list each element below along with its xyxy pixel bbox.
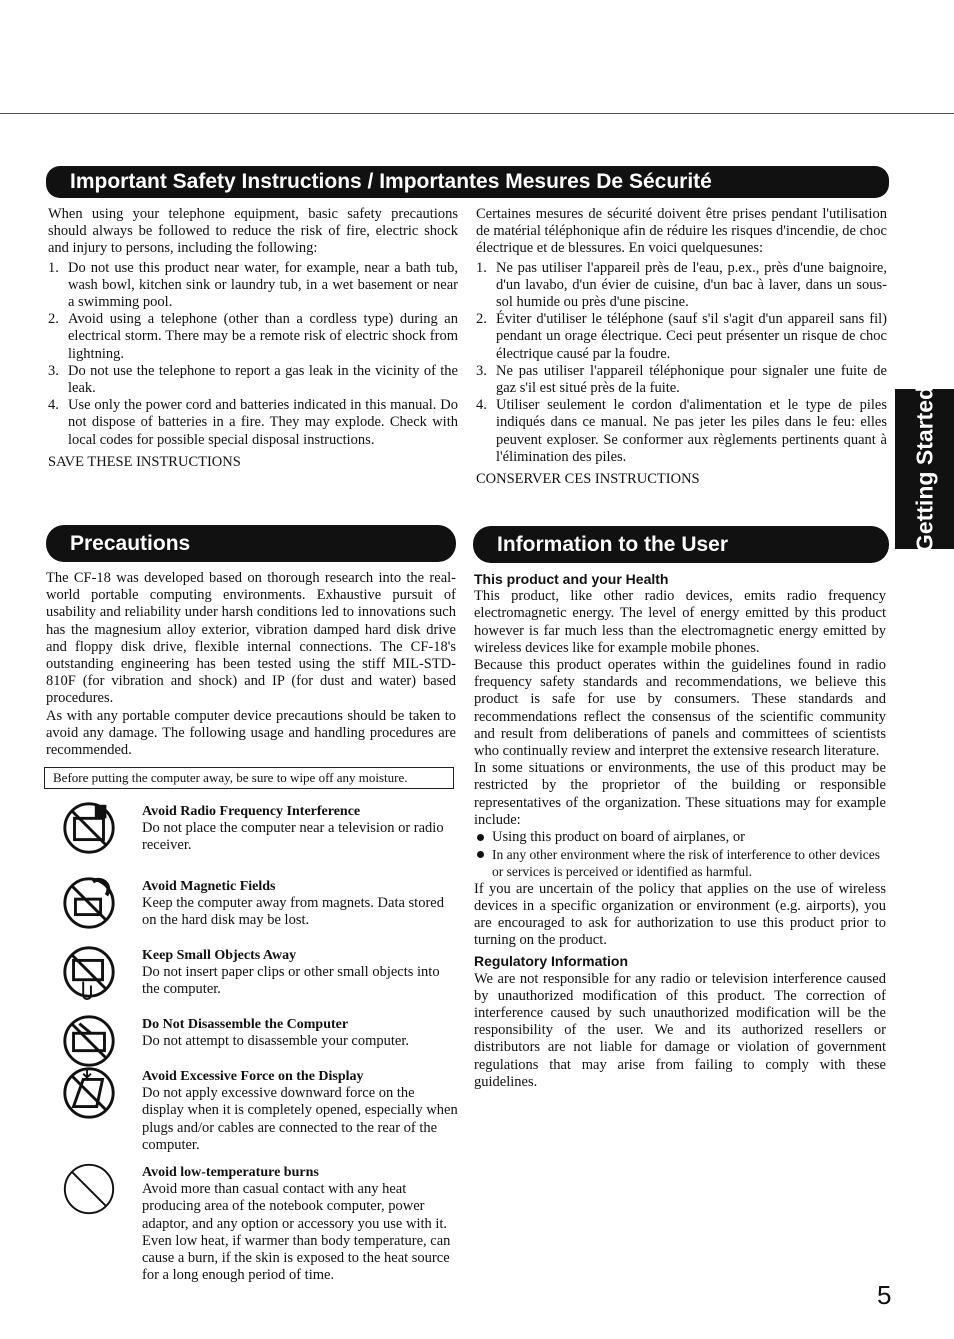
list-item: In any other environment where the risk of interference to other devices or services is perceived or identified as harmful. (474, 846, 886, 880)
precautions-body (46, 570, 456, 759)
safety-list-fr (476, 260, 887, 466)
no-paperclip-icon (60, 943, 118, 1001)
health-para-4: If you are uncertain of the policy that applies on the use of wireless devices in a specific organization or environment (e.g. airports), you are encouraged to ask for authorization to use this product prior to turning on the product. (474, 880, 886, 949)
item-title: Keep Small Objects Away (142, 948, 297, 963)
list-item: 4. Utiliser seulement le cordon d'alimentation et le type de piles indiqués dans ce manual. Ne pas jeter les piles dans le feu: elles peuvent exploser. Se conformer aux règlements pertinents quant à l'élimination des piles. (476, 397, 887, 465)
list-item: 1. Do not use this product near water, for example, near a bath tub, wash bowl, kitchen sink or laundry tub, in a wet basement or near a swimming pool. (48, 259, 458, 311)
regulatory-heading: Regulatory Information (474, 953, 629, 970)
no-heat-icon (60, 1160, 118, 1218)
list-item: Using this product on board of airplanes, or (474, 829, 886, 846)
moisture-notice: Before putting the computer away, be sure to wipe off any moisture. (44, 767, 454, 789)
item-text: Avoid more than casual contact with any heat producing area of the notebook computer, power adaptor, and any option or accessory you use with it. Even low heat, if warmer than body temperature, can cause a burn, if the skin is exposed to the heat source for a long enough period of time. (142, 1181, 451, 1284)
page-number: 5 (877, 1280, 892, 1310)
health-heading: This product and your Health (474, 571, 669, 587)
health-para-2: Because this product operates within the guidelines found in radio frequency safety standards and recommendations, we believe this product is safe for use by consumers. These standards and recommendations reflect the consensus of the scientific community and result from deliberations of panels and committees of scientists who continually review and interpret the extensive research literature. (474, 657, 886, 760)
item-text: Do not place the computer near a television or radio receiver. (142, 820, 444, 854)
list-item: 1. Ne pas utiliser l'appareil près de l'eau, p.ex., près d'une baignoire, d'un lavabo, d'un évier de cuisine, d'un bac à laver, dans un sous-sol humide ou près d'une piscine. (476, 259, 887, 311)
no-magnet-icon (60, 874, 118, 932)
list-item: 4. Use only the power cord and batteries indicated in this manual. Do not dispose of batteries in a fire. They may explode. Check with local codes for possible special disposal instructions. (48, 397, 458, 448)
health-para-1: This product, like other radio devices, emits radio frequency electromagnetic energy. The level of energy emitted by this product however is far much less than the electromagnetic energy emitted by wireless devices like for example mobile phones. (474, 588, 886, 656)
item-text: Do not insert paper clips or other small objects into the computer. (142, 964, 440, 998)
health-para-3: In some situations or environments, the use of this product may be restricted by the proprietor of the building or responsible representatives of the organization. These situations may for example include: (474, 760, 886, 828)
item-title: Avoid Magnetic Fields (142, 879, 276, 894)
section-title-safety: Important Safety Instructions / Importantes Mesures De Sécurité (46, 166, 889, 198)
restriction-list (474, 829, 886, 881)
regulatory-para: We are not responsible for any radio or television interference caused by unauthorized modification of this product. The correction of interference caused by such unauthorized modification will be the responsibility of the user. We and its authorized resellers or distributors are not liable for damage or violation of government regulations that may arise from failing to comply with these guidelines. (474, 970, 886, 1090)
info-body (474, 571, 886, 1091)
list-item: 3. Do not use the telephone to report a gas leak in the vicinity of the leak. (48, 362, 458, 397)
safety-list (48, 260, 458, 449)
safety-intro: When using your telephone equipment, basic safety precautions should always be followed to reduce the risk of fire, electric shock and injury to persons, including the following: (48, 206, 458, 257)
item-title: Avoid Radio Frequency Interference (142, 804, 361, 819)
item-title: Avoid low-temperature burns (142, 1165, 319, 1180)
precautions-para-2: As with any portable computer device precautions should be taken to avoid any damage. The following usage and handling procedures are recommended. (46, 707, 456, 759)
item-title: Avoid Excessive Force on the Display (142, 1069, 364, 1084)
safety-english (48, 206, 458, 471)
no-press-display-icon (60, 1064, 118, 1122)
item-text: Do not apply excessive downward force on the display when it is completely opened, especially when plugs and/or cables are connected to the rear of the computer. (142, 1085, 458, 1153)
item-title: Do Not Disassemble the Computer (142, 1017, 349, 1032)
list-item: 2. Avoid using a telephone (other than a cordless type) during an electrical storm. There may be a remote risk of electric shock from lightning. (48, 311, 458, 362)
no-tv-icon (60, 799, 118, 857)
side-tab-label: Getting Started (911, 385, 937, 553)
item-text: Keep the computer away from magnets. Data stored on the hard disk may be lost. (142, 895, 444, 929)
top-rule (0, 113, 954, 114)
list-item: 3. Ne pas utiliser l'appareil téléphonique pour signaler une fuite de gaz s'il est situé près de la fuite. (476, 362, 887, 397)
precautions-para-1: The CF-18 was developed based on thorough research into the real-world portable computing environments. Exhaustive pursuit of usability and reliability under harsh conditions led to innovations such has the magnesium alloy exterior, vibration damped hard disk drive and floppy disk drive, flexible internal connections. The CF-18's outstanding engineering has been tested using the stiff MIL-STD- 810F (for vibration and shock) and IP (for dust and water) based procedures. (46, 570, 456, 707)
safety-french (476, 206, 887, 488)
side-tab (895, 385, 954, 553)
item-text: Do not attempt to disassemble your computer. (142, 1033, 409, 1050)
safety-intro-fr: Certaines mesures de sécurité doivent être prises pendant l'utilisation de matérial téléphonique afin de réduire les risques d'incendie, de choc électrique et de blessures. En voici quelquesunes: (476, 206, 887, 257)
save-instructions: SAVE THESE INSTRUCTIONS (48, 453, 241, 470)
list-item: 2. Éviter d'utiliser le téléphone (sauf s'il s'agit d'un appareil sans fil) pendant un orage électrique. Ceci peut présenter un risque de choc électrique causé par la foudre. (476, 311, 887, 362)
conserver-instructions: CONSERVER CES INSTRUCTIONS (476, 471, 700, 488)
section-title-precautions: Precautions (46, 525, 456, 562)
no-disassemble-icon (60, 1012, 118, 1070)
section-title-info: Information to the User (473, 526, 889, 563)
